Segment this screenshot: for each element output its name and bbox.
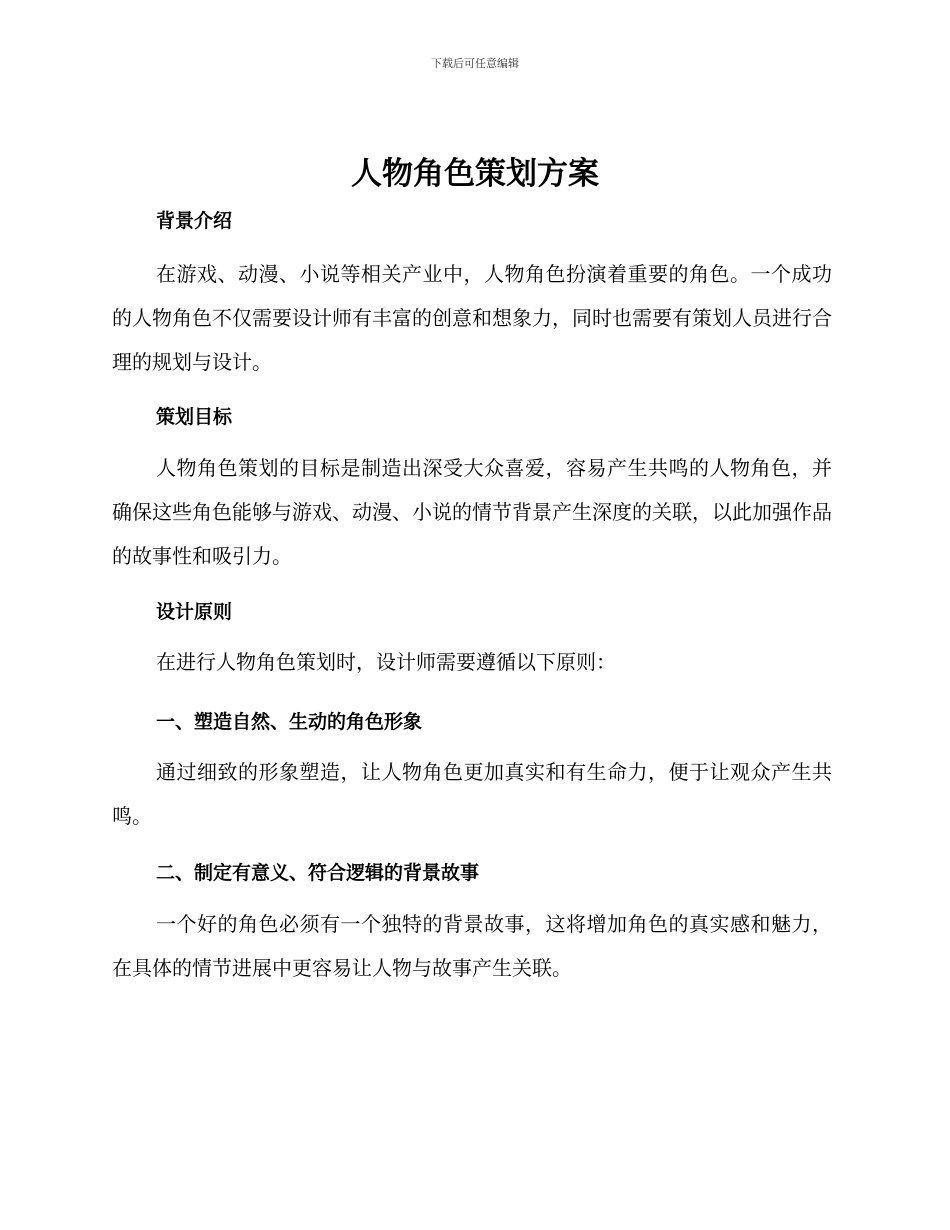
section-heading-principles: 设计原则: [156, 601, 233, 623]
paragraph-background: 在游戏、动漫、小说等相关产业中，人物角色扮演着重要的角色。一个成功的人物角色不仅需要设计师有丰富的创意和想象力，同时也需要有策划人员进行合理的规划与设计。: [112, 262, 832, 374]
paragraph-principle-1: 通过细致的形象塑造，让人物角色更加真实和有生命力，便于让观众产生共鸣。: [112, 760, 832, 828]
document-title: 人物角色策划方案: [351, 156, 599, 192]
paragraph-principles: 在进行人物角色策划时，设计师需要遵循以下原则：: [156, 650, 616, 674]
section-heading-background: 背景介绍: [156, 210, 233, 232]
paragraph-principle-2: 一个好的角色必须有一个独特的背景故事，这将增加角色的真实感和魅力，在具体的情节进展中更容易让人物与故事产生关联。: [112, 912, 832, 980]
section-heading-goal: 策划目标: [156, 406, 233, 428]
header-note: 下载后可任意编辑: [431, 57, 519, 70]
paragraph-goal: 人物角色策划的目标是制造出深受大众喜爱，容易产生共鸣的人物角色，并确保这些角色能够与游戏、动漫、小说的情节背景产生深度的关联，以此加强作品的故事性和吸引力。: [112, 456, 832, 568]
section-heading-principle-2: 二、制定有意义、符合逻辑的背景故事: [156, 862, 480, 884]
section-heading-principle-1: 一、塑造自然、生动的角色形象: [156, 711, 423, 733]
